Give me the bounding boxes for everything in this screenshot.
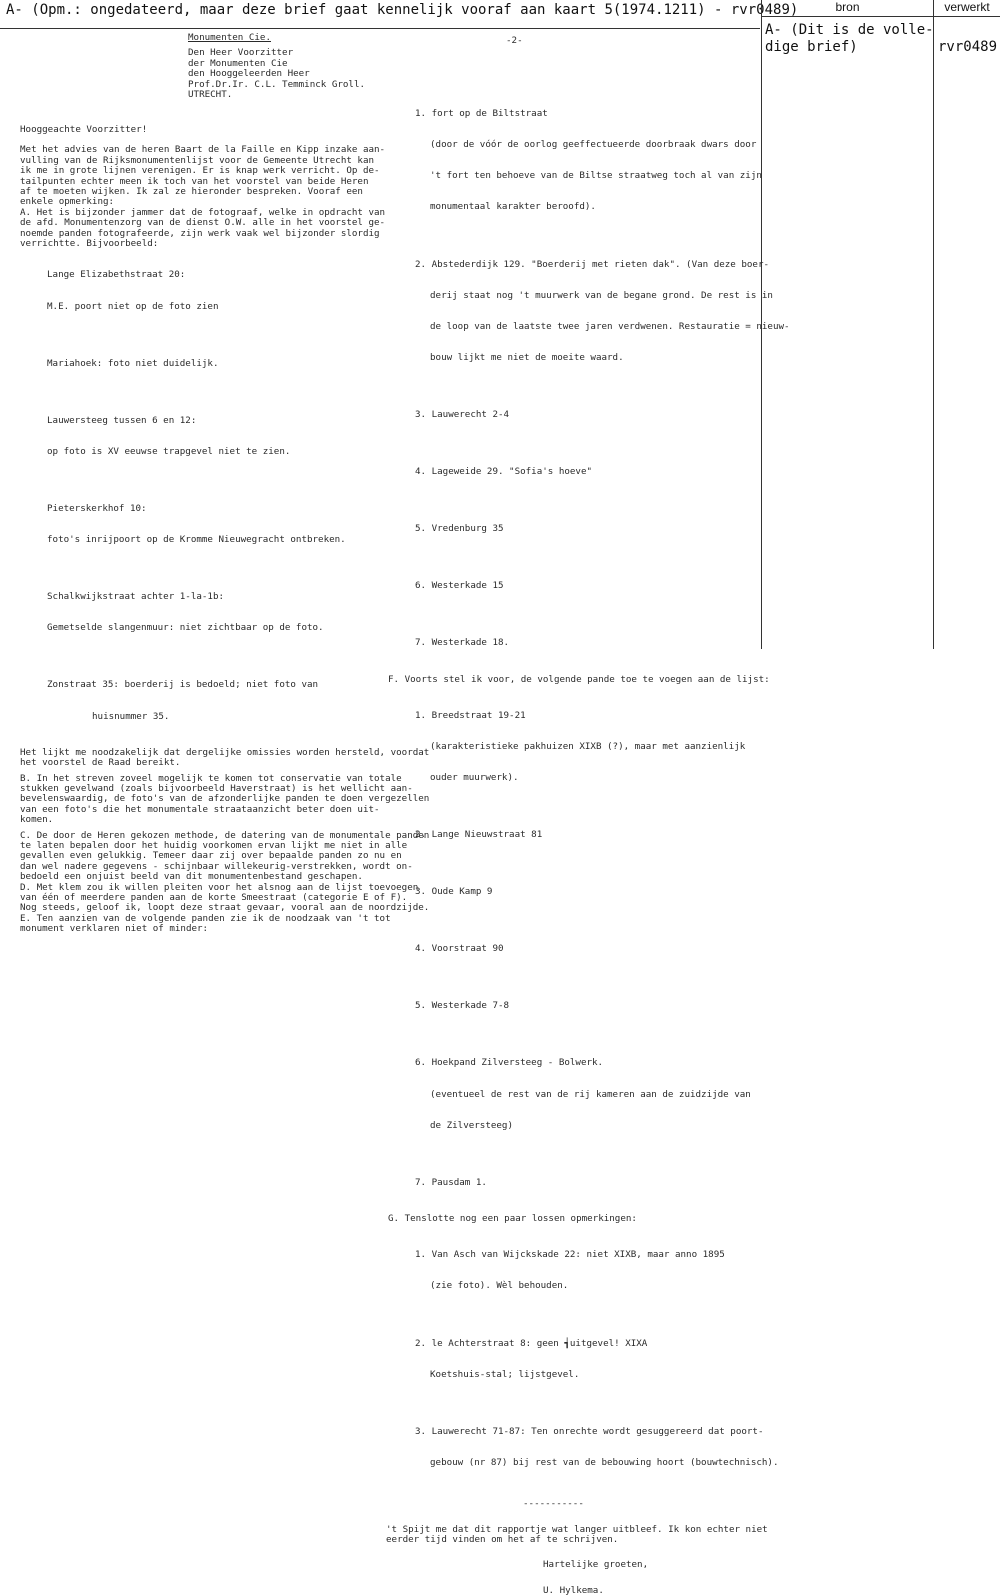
example-item: Zonstraat 35: boerderij is bedoeld; niet foto van xyxy=(47,679,319,691)
list-e-item: 2. Abstederdijk 129. "Boerderij met rieten dak". (Van deze boer- xyxy=(415,258,770,270)
list-g-item: 1. Van Asch van Wijckskade 22: niet XIXB, maar anno 1895 xyxy=(415,1249,725,1261)
example-item: Lauwersteeg tussen 6 en 12: xyxy=(47,414,197,426)
list-f-item: 7. Pausdam 1. xyxy=(415,1176,487,1188)
column-divider-right xyxy=(933,0,934,649)
list-f-item: (eventueel de rest van de rij kameren aan de zuidzijde van xyxy=(430,1088,751,1100)
address-line: Monumenten Cie. xyxy=(188,32,271,43)
intro-line: Met het advies van de heren Baart de la Faille en Kipp inzake aan- xyxy=(20,144,386,156)
list-e-item: 4. Lageweide 29. "Sofia's hoeve" xyxy=(415,466,593,478)
example-item: Schalkwijkstraat achter 1-la-1b: xyxy=(47,591,225,603)
list-e-item: 't fort ten behoeve van de Biltse straatweg toch al van zijn xyxy=(430,170,762,182)
example-item: huisnummer 35. xyxy=(92,710,170,722)
list-f-item: ouder muurwerk). xyxy=(430,772,519,784)
list-f-item: 1. Breedstraat 19-21 xyxy=(415,709,526,721)
page-number: -2- xyxy=(506,35,523,46)
list-f-item: 5. Westerkade 7-8 xyxy=(415,1000,510,1012)
intro-line: noemde panden fotografeerde, zijn werk vaak wel bijzonder slordig xyxy=(20,227,380,239)
letter-right-column xyxy=(388,88,790,1596)
list-f-item: 6. Hoekpand Zilversteeg - Bolwerk. xyxy=(415,1057,604,1069)
separator: ----------- xyxy=(523,1498,584,1510)
list-f-item: 4. Voorstraat 90 xyxy=(415,943,504,955)
intro-line: vulling van de Rijksmonumentenlijst voor de Gemeente Utrecht kan xyxy=(20,154,375,166)
letter-left-column xyxy=(20,125,429,935)
paragraph-b-line: bevelenswaardig, de foto's van de afzonderlijke panden te doen vergezellen xyxy=(20,793,430,805)
list-f-item: 3. Oude Kamp 9 xyxy=(415,886,493,898)
paragraph-c-line: E. Ten aanzien van de volgende panden zie ik de noodzaak van 't tot xyxy=(20,912,391,924)
example-item: Pieterskerkhof 10: xyxy=(47,502,147,514)
list-e-item: (door de vóór de oorlog geeffectueerde doorbraak dwars door xyxy=(430,139,757,151)
intro-line: tailpunten echter meen ik toch van het voorstel van beide Heren xyxy=(20,175,369,187)
paragraph-c-line: bedoeld een onjuist beeld van dit monumentenbestand geschapen. xyxy=(20,871,363,883)
list-e-item: 7. Westerkade 18. xyxy=(415,637,510,649)
paragraph-c-line: C. De door de Heren gekozen methode, de datering van de monumentale panden xyxy=(20,829,430,841)
list-f-item: de Zilversteeg) xyxy=(430,1119,513,1131)
address-block xyxy=(188,33,365,100)
bron-line-1: A- (Dit is de volle- xyxy=(765,22,934,38)
greeting: Hartelijke groeten, xyxy=(543,1559,649,1571)
bron-header: bron xyxy=(835,0,860,14)
list-e-item: 6. Westerkade 15 xyxy=(415,580,504,592)
list-e-item: derij staat nog 't muurwerk van de begane grond. De rest is in xyxy=(430,289,773,301)
list-e-item: de loop van de laatste twee jaren verdwenen. Restauratie = nieuw- xyxy=(430,320,790,332)
verwerkt-header: verwerkt xyxy=(944,0,990,14)
paragraph-b-line: stukken gevelwand (zoals bijvoorbeeld Haverstraat) is het wellicht aan- xyxy=(20,782,413,794)
bron-line-2: dige brief) xyxy=(765,39,858,55)
salutation: Hooggeachte Voorzitter! xyxy=(20,124,148,135)
sidebar-header-divider xyxy=(762,16,1000,17)
intro-line: enkele opmerking: xyxy=(20,196,115,208)
paragraph-line: het voorstel de Raad bereikt. xyxy=(20,757,181,769)
closing-line: eerder tijd vinden om het af te schrijven. xyxy=(386,1534,619,1545)
list-e-item: 3. Lauwerecht 2-4 xyxy=(415,409,510,421)
verwerkt-value: rvr0489 xyxy=(938,39,998,55)
example-item: op foto is XV eeuwse trapgevel niet te zien. xyxy=(47,445,291,457)
list-g-item: gebouw (nr 87) bij rest van de bebouwing hoort (bouwtechnisch). xyxy=(430,1456,779,1468)
paragraph-b-line: van een foto's die het monumentale straataanzicht beter doen uit- xyxy=(20,803,380,815)
list-g-item: 3. Lauwerecht 71-87: Ten onrechte wordt gesuggereerd dat poort- xyxy=(415,1425,764,1437)
signature: U. Hylkema. xyxy=(543,1584,604,1596)
paragraph-line: Het lijkt me noodzakelijk dat dergelijke omissies worden hersteld, voordat xyxy=(20,746,430,758)
address-line: der Monumenten Cie xyxy=(188,57,288,69)
address-line: UTRECHT. xyxy=(188,89,233,101)
paragraph-g: G. Tenslotte nog een paar lossen opmerkingen: xyxy=(388,1213,637,1225)
intro-line: A. Het is bijzonder jammer dat de fotograaf, welke in opdracht van xyxy=(20,206,386,218)
paragraph-b-line: komen. xyxy=(20,814,54,826)
intro-line: de afd. Monumentenzorg van de dienst O.W. alle in het voorstel ge- xyxy=(20,217,386,229)
example-item: foto's inrijpoort op de Kromme Nieuwegracht ontbreken. xyxy=(47,534,346,546)
list-f-item: 2. Lange Nieuwstraat 81 xyxy=(415,829,543,841)
address-line: Prof.Dr.Ir. C.L. Temminck Groll. xyxy=(188,78,366,90)
intro-line: af te moeten wijken. Ik zal ze hieronder bespreken. Vooraf een xyxy=(20,186,363,198)
paragraph-c-line: D. Met klem zou ik willen pleiten voor het alsnog aan de lijst toevoegen xyxy=(20,881,419,893)
list-e-item: monumentaal karakter beroofd). xyxy=(430,201,596,213)
list-g-item: 2. le Achterstraat 8: geen ┪uitgevel! XIXA xyxy=(415,1337,648,1349)
paragraph-f: F. Voorts stel ik voor, de volgende pande toe te voegen aan de lijst: xyxy=(388,673,770,685)
paragraph-b-line: B. In het streven zoveel mogelijk te komen tot conservatie van totale xyxy=(20,772,402,784)
header-divider xyxy=(0,28,760,29)
list-g-item: Koetshuis-stal; lijstgevel. xyxy=(430,1368,580,1380)
paragraph-c-line: van één of meerdere panden aan de korte Smeestraat (categorie E of F). xyxy=(20,892,408,904)
list-e-item: 1. fort op de Biltstraat xyxy=(415,107,548,119)
paragraph-c-line: Nog steeds, geloof ik, loopt deze straat gevaar, vooral aan de noordzijde. xyxy=(20,902,430,914)
example-item: Gemetselde slangenmuur: niet zichtbaar op de foto. xyxy=(47,622,324,634)
example-item: Lange Elizabethstraat 20: xyxy=(47,269,186,281)
paragraph-c-line: monument verklaren niet of minder: xyxy=(20,923,209,935)
paragraph-c-line: dan wel nadere gegevens - schijnbaar willekeurig-verstrekken, wordt on- xyxy=(20,860,413,872)
closing-line: 't Spijt me dat dit rapportje wat langer uitbleef. Ik kon echter niet xyxy=(386,1523,768,1535)
list-f-item: (karakteristieke pakhuizen XIXB (?), maar met aanzienlijk xyxy=(430,740,746,752)
document-header: A- (Opm.: ongedateerd, maar deze brief gaat kennelijk vooraf aan kaart 5(1974.1211) - rvr0489) xyxy=(6,2,799,18)
address-line: Den Heer Voorzitter xyxy=(188,47,294,59)
paragraph-c-line: gevallen even gelukkig. Temeer daar zij over bepaalde panden zo nu en xyxy=(20,850,402,862)
address-line: den Hooggeleerden Heer xyxy=(188,68,310,80)
list-g-item: (zie foto). Wèl behouden. xyxy=(430,1280,569,1292)
list-e-item: bouw lijkt me niet de moeite waard. xyxy=(430,352,624,364)
example-item: Mariahoek: foto niet duidelijk. xyxy=(47,357,219,369)
intro-line: ik me in grote lijnen verenigen. Er is knap werk verricht. Op de- xyxy=(20,165,380,177)
paragraph-c-line: te laten bepalen door het huidig voorkomen ervan lijkt me niet in alle xyxy=(20,840,408,851)
intro-line: verrichtte. Bijvoorbeeld: xyxy=(20,238,159,250)
example-item: M.E. poort niet op de foto zien xyxy=(47,300,219,312)
list-e-item: 5. Vredenburg 35 xyxy=(415,523,504,535)
